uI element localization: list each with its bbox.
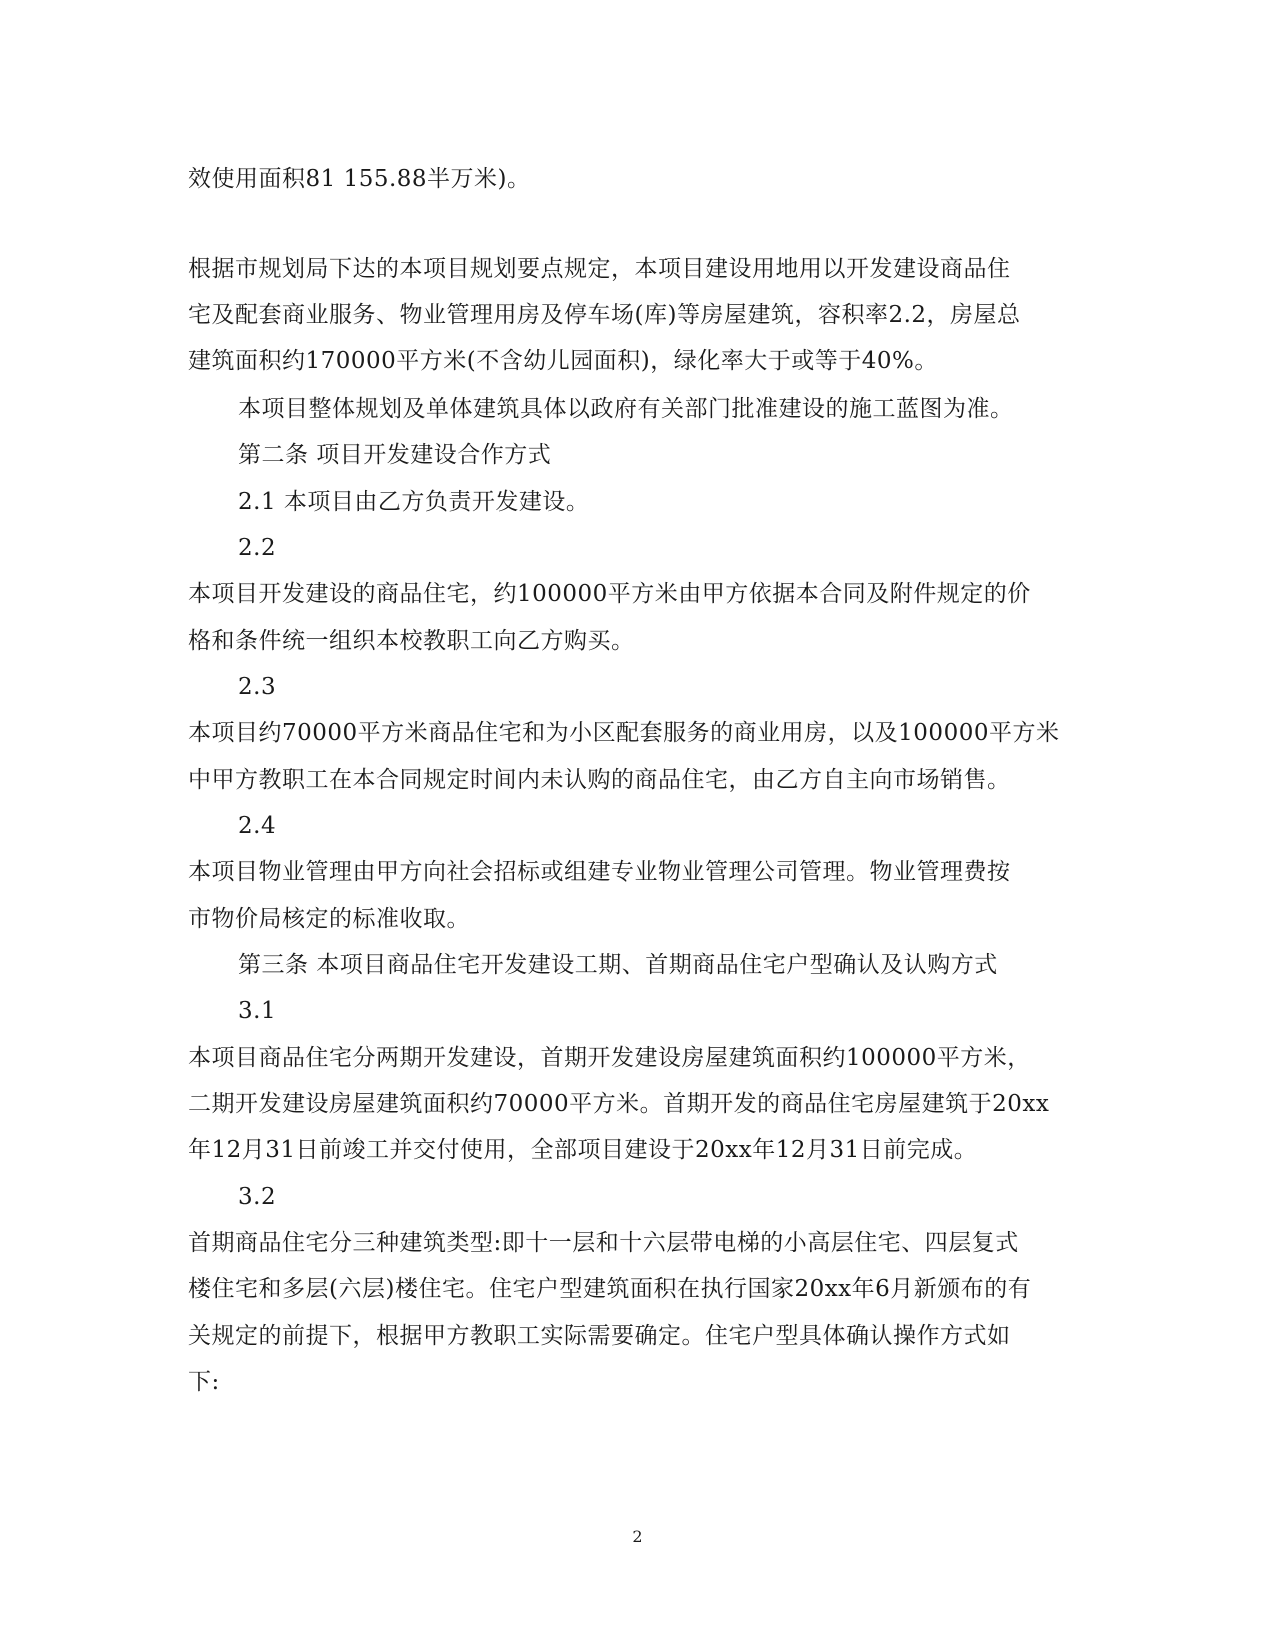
text-line: 本项目约70000平方米商品住宅和为小区配套服务的商业用房，以及100000平方米 (188, 720, 1060, 746)
text-line: 下: (188, 1369, 220, 1395)
text-line: 首期商品住宅分三种建筑类型:即十一层和十六层带电梯的小高层住宅、四层复式 (188, 1230, 1019, 1256)
page-number: 2 (632, 1527, 643, 1546)
clause-number: 2.4 (238, 813, 277, 839)
text-line: 中甲方教职工在本合同规定时间内未认购的商品住宅，由乙方自主向市场销售。 (188, 767, 1011, 793)
text-line: 本项目物业管理由甲方向社会招标或组建专业物业管理公司管理。物业管理费按 (188, 859, 1011, 885)
text-line: 本项目整体规划及单体建筑具体以政府有关部门批准建设的施工蓝图为准。 (238, 396, 1014, 422)
text-line: 建筑面积约170000平方米(不含幼儿园面积)，绿化率大于或等于40%。 (188, 348, 938, 374)
clause-number: 3.2 (238, 1184, 277, 1210)
clause-number: 2.2 (238, 535, 277, 561)
text-line: 年12月31日前竣工并交付使用，全部项目建设于20xx年12月31日前完成。 (188, 1137, 978, 1163)
section-heading: 第三条 本项目商品住宅开发建设工期、首期商品住宅户型确认及认购方式 (238, 952, 998, 978)
clause-number: 2.3 (238, 674, 277, 700)
section-heading: 第二条 项目开发建设合作方式 (238, 442, 552, 468)
text-line: 效使用面积81 155.88半万米)。 (188, 166, 531, 192)
text-line: 宅及配套商业服务、物业管理用房及停车场(库)等房屋建筑，容积率2.2，房屋总 (188, 302, 1021, 328)
text-line: 根据市规划局下达的本项目规划要点规定，本项目建设用地用以开发建设商品住 (188, 256, 1011, 282)
clause-number: 3.1 (238, 998, 277, 1024)
text-line: 格和条件统一组织本校教职工向乙方购买。 (188, 628, 635, 654)
text-line: 二期开发建设房屋建筑面积约70000平方米。首期开发的商品住宅房屋建筑于20xx (188, 1091, 1050, 1117)
text-line: 本项目商品住宅分两期开发建设，首期开发建设房屋建筑面积约100000平方米， (188, 1045, 1031, 1071)
text-line: 楼住宅和多层(六层)楼住宅。住宅户型建筑面积在执行国家20xx年6月新颁布的有 (188, 1276, 1032, 1302)
text-line: 市物价局核定的标准收取。 (188, 906, 470, 932)
text-line: 本项目开发建设的商品住宅，约100000平方米由甲方依据本合同及附件规定的价 (188, 581, 1031, 607)
text-line: 关规定的前提下，根据甲方教职工实际需要确定。住宅户型具体确认操作方式如 (188, 1323, 1011, 1349)
text-line: 2.1 本项目由乙方负责开发建设。 (238, 489, 590, 515)
